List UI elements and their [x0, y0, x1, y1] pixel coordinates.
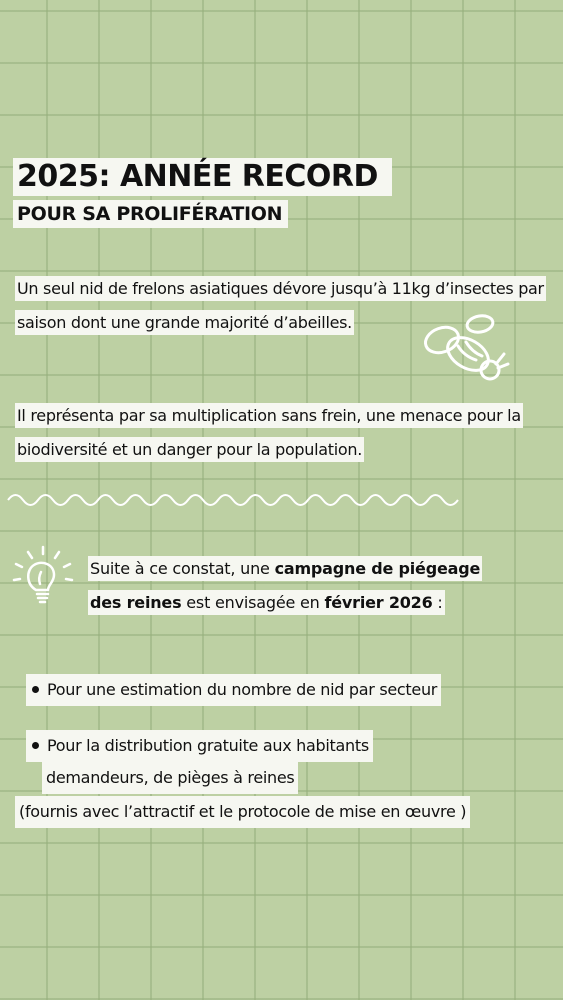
intro-bold-date: février 2026 [324, 593, 433, 612]
title-line-2: POUR SA PROLIFÉRATION [13, 200, 288, 228]
campaign-intro-text [88, 556, 482, 615]
intro-bold-campaign: campagne de piégeage des reines [90, 559, 481, 612]
intro-part-2: est envisagée en [181, 593, 325, 612]
bullet-item-distribution-text: Pour la distribution gratuite aux habitants [47, 736, 369, 755]
bullet-dot [32, 686, 39, 693]
campaign-intro [88, 552, 516, 620]
lightbulb-icon [10, 544, 76, 610]
intro-part-1: Suite à ce constat, une [90, 559, 275, 578]
paragraph-threat [15, 399, 545, 467]
title-line-1: 2025: ANNÉE RECORD [13, 158, 392, 196]
bullet-item-estimation-text: Pour une estimation du nombre de nid par secteur [47, 680, 438, 699]
bullet-item-distribution-continued: demandeurs, de pièges à reines [42, 762, 298, 794]
bee-icon [420, 312, 512, 382]
paragraph-threat-text: Il représenta par sa multiplication sans frein, une menace pour la biodiversité et un danger pour la population. [15, 403, 523, 462]
bullet-dot [32, 742, 39, 749]
bullet-item-estimation [26, 674, 441, 706]
wavy-line [8, 490, 458, 510]
intro-part-3: : [432, 593, 443, 612]
bullet-item-distribution [26, 730, 373, 762]
supply-note: (fournis avec l’attractif et le protocole de mise en œuvre ) [15, 796, 470, 828]
paragraph-hornet-diet-text: Un seul nid de frelons asiatiques dévore jusqu’à 11kg d’insectes par saison dont une grande majorité d’abeilles. [15, 276, 546, 335]
